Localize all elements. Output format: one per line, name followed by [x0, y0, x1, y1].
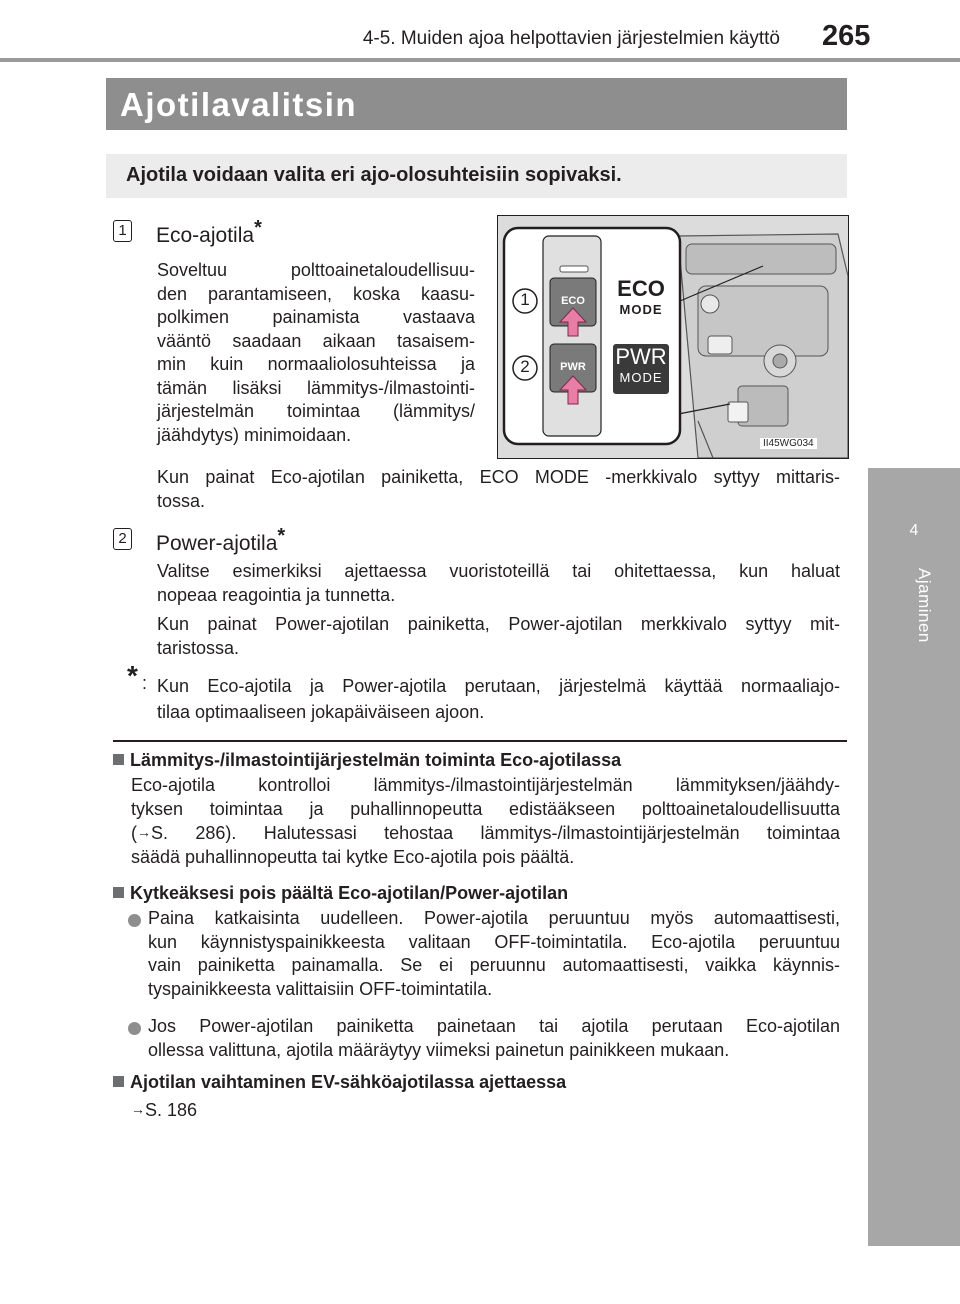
- eco-note-line: tossa.: [157, 490, 206, 511]
- power-note-line: Kun painat Power-ajotilan painiketta, Power-ajotilan merkkivalo syttyy mit-: [157, 614, 840, 634]
- eco-mode-indicator-line2: MODE: [619, 302, 663, 317]
- dashboard-illustration: [498, 216, 848, 458]
- heading-ev-mode: [113, 1072, 566, 1093]
- climate-line: säädä puhallinnopeutta tai kytke Eco-ajotila pois päältä.: [131, 846, 575, 867]
- heading-climate-eco-text: Lämmitys-/ilmastointijärjestelmän toiminta Eco-ajotilassa: [130, 750, 622, 770]
- footnote-text: [157, 673, 840, 725]
- eco-desc-line: tämän lisäksi lämmitys-/ilmastointi-: [157, 377, 475, 398]
- bullet2-line: ollessa valittuna, ajotila määräytyy viimeksi painetun painikkeen mukaan.: [148, 1039, 730, 1060]
- intro-box: [106, 154, 847, 198]
- chapter-label: Ajaminen: [915, 568, 934, 643]
- item-title-eco: [156, 217, 262, 248]
- eco-indicator-note: [157, 466, 840, 513]
- climate-line: tyksen toimintaa ja puhallinnopeutta edistääkseen polttoainetaloudellisuutta: [131, 798, 840, 819]
- reference-arrow-icon: →: [137, 824, 151, 840]
- header-rule: [0, 58, 960, 62]
- eco-description: [157, 259, 475, 447]
- round-bullet-icon: [128, 914, 141, 927]
- eco-mode-indicator-line1: ECO: [617, 276, 665, 301]
- eco-desc-line: järjestelmän toimintaa (lämmitys/: [157, 401, 475, 421]
- item-title-power: [156, 525, 285, 556]
- chapter-side-tab: [868, 468, 960, 1246]
- item-title-eco-text: Eco-ajotila: [156, 224, 255, 247]
- pwr-mode-indicator-line1: PWR: [615, 344, 667, 369]
- square-bullet-icon: [113, 754, 124, 765]
- pwr-mode-indicator-line2: MODE: [619, 370, 663, 385]
- footnote-line: Kun Eco-ajotila ja Power-ajotila perutaan, järjestelmä käyttää normaaliajo-: [157, 676, 840, 696]
- footnote-colon: :: [142, 673, 148, 693]
- chapter-number: 4: [909, 522, 919, 539]
- turn-off-bullet-2: [148, 1015, 840, 1062]
- turn-off-bullet-1: [148, 907, 840, 1001]
- power-description: [157, 560, 840, 607]
- intro-text: Ajotila voidaan valita eri ajo-olosuhteisiin sopivaksi.: [126, 164, 622, 186]
- item-number-1: 1: [113, 220, 132, 242]
- eco-desc-line: Soveltuu polttoainetaloudellisuu-: [157, 260, 475, 280]
- power-desc-line: Valitse esimerkiksi ajettaessa vuoristoteillä tai ohitettaessa, kun haluat: [157, 561, 840, 581]
- callout-2: 2: [520, 357, 530, 376]
- round-bullet-icon: [128, 1022, 141, 1035]
- pwr-button-label: PWR: [560, 361, 586, 373]
- item-title-power-star: *: [277, 525, 286, 547]
- eco-desc-line: den parantamiseen, koska kaasu-: [157, 283, 475, 304]
- heading-climate-eco: [113, 750, 621, 771]
- power-desc-line: nopeaa reagointia ja tunnetta.: [157, 584, 396, 605]
- power-note-line: taristossa.: [157, 637, 240, 658]
- eco-desc-line: vääntö saadaan aikaan tasaisem-: [157, 330, 475, 351]
- bullet1-line: kun käynnistyspainikkeesta valitaan OFF-toimintatila. Eco-ajotila peruuntuu: [148, 931, 840, 952]
- reference-arrow-icon: →: [131, 1101, 145, 1117]
- footnote-line: tilaa optimaaliseen jokapäiväiseen ajoon.: [157, 702, 485, 722]
- item-title-power-text: Power-ajotila: [156, 532, 278, 555]
- page-number: 265: [822, 20, 871, 52]
- callout-1: 1: [520, 290, 530, 309]
- section-title-bar: [106, 78, 847, 130]
- eco-button-label: ECO: [561, 295, 585, 307]
- eco-desc-line: polkimen painamista vastaava: [157, 307, 475, 327]
- page-ref-186[interactable]: S. 186: [145, 1100, 198, 1120]
- ref-open-paren: (: [131, 823, 137, 843]
- figure-code: II45WG034: [760, 438, 817, 449]
- climate-line: [131, 821, 840, 846]
- heading-ev-mode-text: Ajotilan vaihtaminen EV-sähköajotilassa ajettaessa: [130, 1072, 567, 1092]
- eco-desc-line: min kuin normaaliolosuhteissa ja: [157, 354, 475, 374]
- running-header-section: 4-5. Muiden ajoa helpottavien järjestelmien käyttö: [362, 28, 780, 49]
- ev-mode-ref: [131, 1098, 197, 1123]
- heading-turn-off: [113, 883, 568, 904]
- climate-line: Eco-ajotila kontrolloi lämmitys-/ilmastointijärjestelmän lämmityksen/jäähdy-: [131, 775, 840, 795]
- bullet1-line: vain painiketta painamalla. Se ei peruunnu automaattisesti, vaikka käynnis-: [148, 955, 840, 975]
- climate-eco-text: [131, 774, 840, 869]
- heading-turn-off-text: Kytkeäksesi pois päältä Eco-ajotilan/Power-ajotilan: [130, 883, 569, 903]
- square-bullet-icon: [113, 1076, 124, 1087]
- section-divider: [113, 740, 847, 742]
- page-ref-286[interactable]: S. 286). Halutessasi tehostaa lämmitys-/ilmastointijärjestelmän toimintaa: [151, 823, 840, 843]
- bullet1-line: Paina katkaisinta uudelleen. Power-ajotila peruuntuu myös automaattisesti,: [148, 908, 840, 928]
- eco-note-line: Kun painat Eco-ajotilan painiketta, ECO MODE -merkkivalo syttyy mittaris-: [157, 467, 840, 487]
- item-number-2: 2: [113, 528, 132, 550]
- bullet1-line: tyspainikkeesta valittaisiin OFF-toimintatila.: [148, 978, 493, 999]
- square-bullet-icon: [113, 887, 124, 898]
- page-title: Ajotilavalitsin: [120, 86, 358, 123]
- bullet2-line: Jos Power-ajotilan painiketta painetaan tai ajotila perutaan Eco-ajotilan: [148, 1016, 840, 1036]
- item-title-eco-star: *: [254, 217, 262, 239]
- power-indicator-note: [157, 613, 840, 660]
- mode-switch-figure: [497, 215, 849, 459]
- eco-desc-line: jäähdytys) minimoidaan.: [157, 424, 352, 445]
- footnote-star: *: [127, 660, 138, 691]
